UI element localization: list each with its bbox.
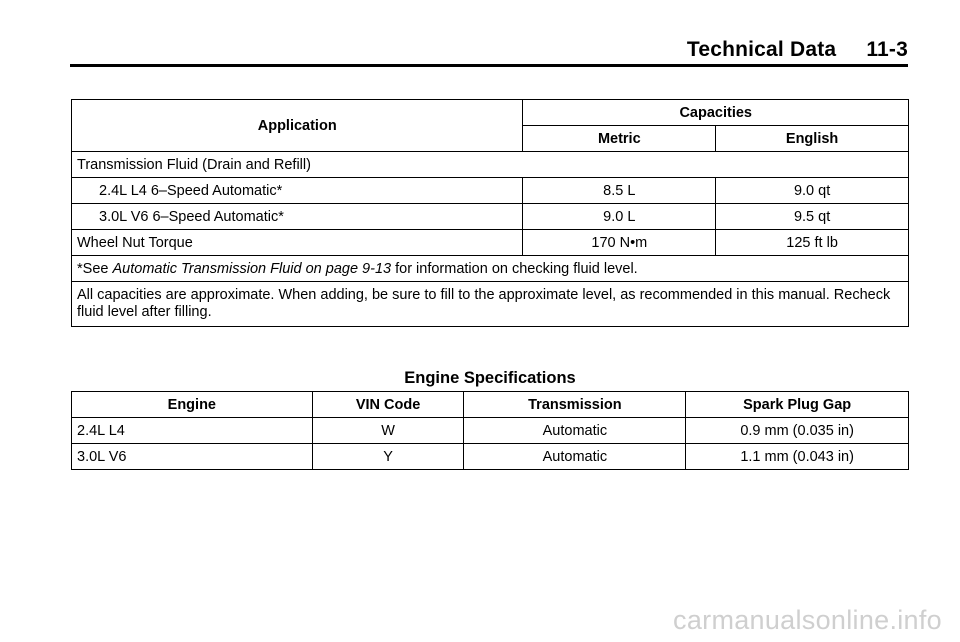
footnote-prefix: *See <box>77 260 113 277</box>
capacities-table <box>71 99 909 327</box>
table-row <box>72 204 909 230</box>
metric-header: Metric <box>523 126 716 152</box>
capacities-header: Capacities <box>523 100 909 126</box>
footnote-suffix: for information on checking fluid level. <box>391 260 638 277</box>
english-header: English <box>716 126 909 152</box>
vin-code-cell: Y <box>312 444 464 470</box>
engine-cell: 3.0L V6 <box>72 444 313 470</box>
english-value: 125 ft lb <box>716 230 909 256</box>
application-header: Application <box>72 100 523 152</box>
engine-specs-table <box>71 391 909 470</box>
footnote-link[interactable]: Automatic Transmission Fluid on page 9‑13 <box>112 260 392 277</box>
english-value: 9.5 qt <box>716 204 909 230</box>
engine-cell: 2.4L L4 <box>72 418 313 444</box>
vin-code-cell: W <box>312 418 464 444</box>
row-label: 2.4L L4 6–Speed Automatic* <box>72 178 523 204</box>
table-row <box>72 230 909 256</box>
transmission-header: Transmission <box>464 392 686 418</box>
spark-plug-gap-cell: 1.1 mm (0.043 in) <box>686 444 909 470</box>
section-title: Technical Data <box>686 38 837 61</box>
table-row <box>72 444 909 470</box>
header-rule <box>70 64 908 67</box>
transmission-cell: Automatic <box>464 418 686 444</box>
engine-header: Engine <box>72 392 313 418</box>
page-header <box>687 38 908 62</box>
row-label: Wheel Nut Torque <box>72 230 523 256</box>
table-row <box>72 418 909 444</box>
metric-value: 9.0 L <box>523 204 716 230</box>
spark-plug-gap-header: Spark Plug Gap <box>686 392 909 418</box>
watermark: carmanualsonline.info <box>673 605 942 635</box>
footnote <box>72 256 909 282</box>
metric-value: 170 N•m <box>523 230 716 256</box>
transmission-cell: Automatic <box>464 444 686 470</box>
row-label: 3.0L V6 6–Speed Automatic* <box>72 204 523 230</box>
engine-specs-title: Engine Specifications <box>404 369 576 387</box>
english-value: 9.0 qt <box>716 178 909 204</box>
capacities-note: All capacities are approximate. When adding, be sure to fill to the approximate level, as recommended in this manual. Recheck fluid level after filling. <box>72 282 909 327</box>
metric-value: 8.5 L <box>523 178 716 204</box>
table-row <box>72 178 909 204</box>
transmission-group-label: Transmission Fluid (Drain and Refill) <box>72 152 909 178</box>
spark-plug-gap-cell: 0.9 mm (0.035 in) <box>686 418 909 444</box>
vin-code-header: VIN Code <box>312 392 464 418</box>
page-number: 11-3 <box>866 38 908 61</box>
